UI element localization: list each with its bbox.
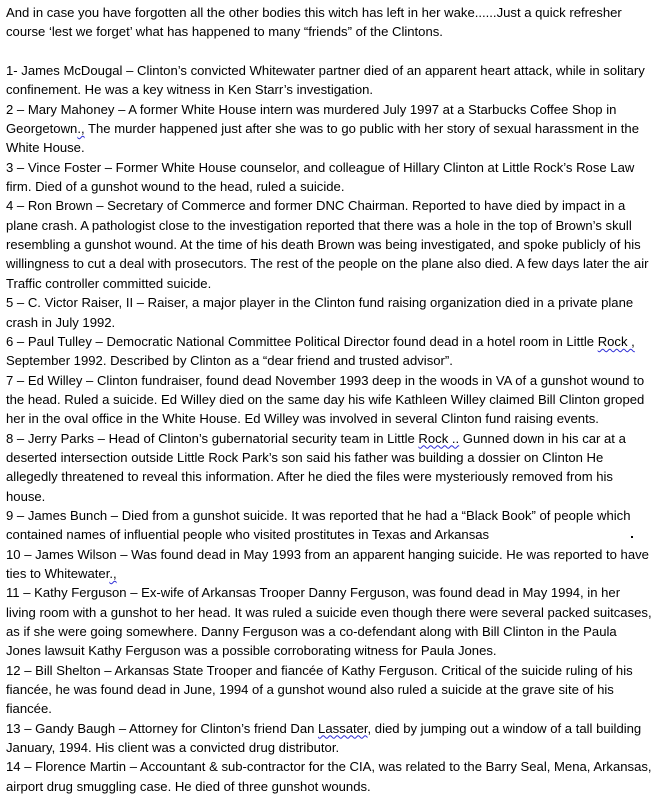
entry-13 [6, 719, 652, 758]
entry-6-flagged-text: Rock , [597, 333, 635, 349]
stray-dot [631, 536, 633, 538]
entry-13-text: 13 – Gandy Baugh – Attorney for Clinton’s friend Dan [6, 720, 319, 736]
entry-5: 5 – C. Victor Raiser, II – Raiser, a major player in the Clinton fund raising organization died in a private plane crash in July 1992. [6, 295, 634, 330]
entry-10 [6, 545, 652, 584]
entry-4: 4 – Ron Brown – Secretary of Commerce and former DNC Chairman. Reported to have died by impact in a plane crash. A pathologist close to the investigation reported that there was a hole in the top of Brown’s skull resembling a gunshot wound. At the time of his death Brown was being investigated, and spoke publicly of his willingness to cut a deal with prosecutors. The rest of the people on the plane also died. A few days later the air Traffic controller committed suicide. [6, 198, 649, 291]
entry-2-text: 2 – Mary Mahoney – A former White House intern was murdered July 1997 at a Starbucks Coffee Shop in Georgetown [6, 101, 617, 137]
entry-10-flagged-text: ., [109, 565, 117, 581]
entry-8 [6, 429, 652, 506]
entry-9: 9 – James Bunch – Died from a gunshot suicide. It was reported that he had a “Black Book” of people which contained names of influential people who visited prostitutes in Texas and Arkansas [6, 507, 631, 543]
entry-11: 11 – Kathy Ferguson – Ex-wife of Arkansas Trooper Danny Ferguson, was found dead in May 1994, in her living room with a gunshot to her head. It was ruled a suicide even though there were several packed suitcases, as if she were going somewhere. Danny Ferguson was a co-defendant along with Bill Clinton in the Paula Jones lawsuit Kathy Ferguson was a possible corroborating witness for Paula Jones. [6, 585, 652, 659]
entry-6 [6, 332, 652, 371]
entry-1: 1- James McDougal – Clinton’s convicted Whitewater partner died of an apparent heart attack, while in solitary confinement. He was a key witness in Ken Starr’s investigation. [6, 63, 645, 98]
entry-8-text: 8 – Jerry Parks – Head of Clinton’s gubernatorial security team in Little [6, 430, 419, 446]
entry-2-flagged-text: ., [77, 121, 85, 137]
entry-6-text: 6 – Paul Tulley – Democratic National Committee Political Director found dead in a hotel room in Little [6, 333, 598, 349]
entry-10-text: 10 – James Wilson – Was found dead in May 1993 from an apparent hanging suicide. He was reported to have ties to Whitewater [6, 546, 649, 581]
entry-2 [6, 100, 652, 158]
entry-13-flagged-text: Lassater [318, 720, 368, 736]
intro-paragraph: And in case you have forgotten all the other bodies this witch has left in her wake......Just a quick refresher course ‘lest we forget’ what has happened to many “friends” of the Clintons. [6, 5, 622, 40]
entry-2-text-cont: The murder happened just after she was to go public with her story of sexual harassment in the White House. [6, 121, 639, 156]
entry-8-text-cont: Gunned down in his car at a deserted intersection outside Little Rock Park’s son said his father was building a dossier on Clinton He allegedly threatened to reveal this information. After he died the files were mysteriously removed from his house. [6, 430, 626, 504]
entry-13-text-cont: , died by jumping out a window of a tall building January, 1994. His client was a convicted drug distributor. [6, 720, 642, 756]
blank-line [6, 42, 652, 61]
entry-3: 3 – Vince Foster – Former White House counselor, and colleague of Hillary Clinton at Little Rock’s Rose Law firm. Died of a gunshot wound to the head, ruled a suicide. [6, 159, 635, 195]
entry-12: 12 – Bill Shelton – Arkansas State Trooper and fiancée of Kathy Ferguson. Critical of the suicide ruling of his fiancée, he was found dead in June, 1994 of a gunshot wound also ruled a suicide at the grave site of his fiancée. [6, 662, 633, 717]
entry-7: 7 – Ed Willey – Clinton fundraiser, found dead November 1993 deep in the woods in VA of a gunshot wound to the head. Ruled a suicide. Ed Willey died on the same day his wife Kathleen Willey claimed Bill Clinton groped her in the oval office in the White House. Ed Willey was involved in several Clinton fund raising events. [6, 372, 645, 427]
entry-14: 14 – Florence Martin – Accountant & sub-contractor for the CIA, was related to the Barry Seal, Mena, Arkansas, airport drug smuggling case. He died of three gunshot wounds. [6, 759, 652, 794]
document-body [6, 3, 652, 796]
entry-6-text-cont: September 1992. Described by Clinton as a “dear friend and trusted advisor”. [6, 353, 453, 369]
entry-8-flagged-text: Rock .. [418, 430, 460, 446]
